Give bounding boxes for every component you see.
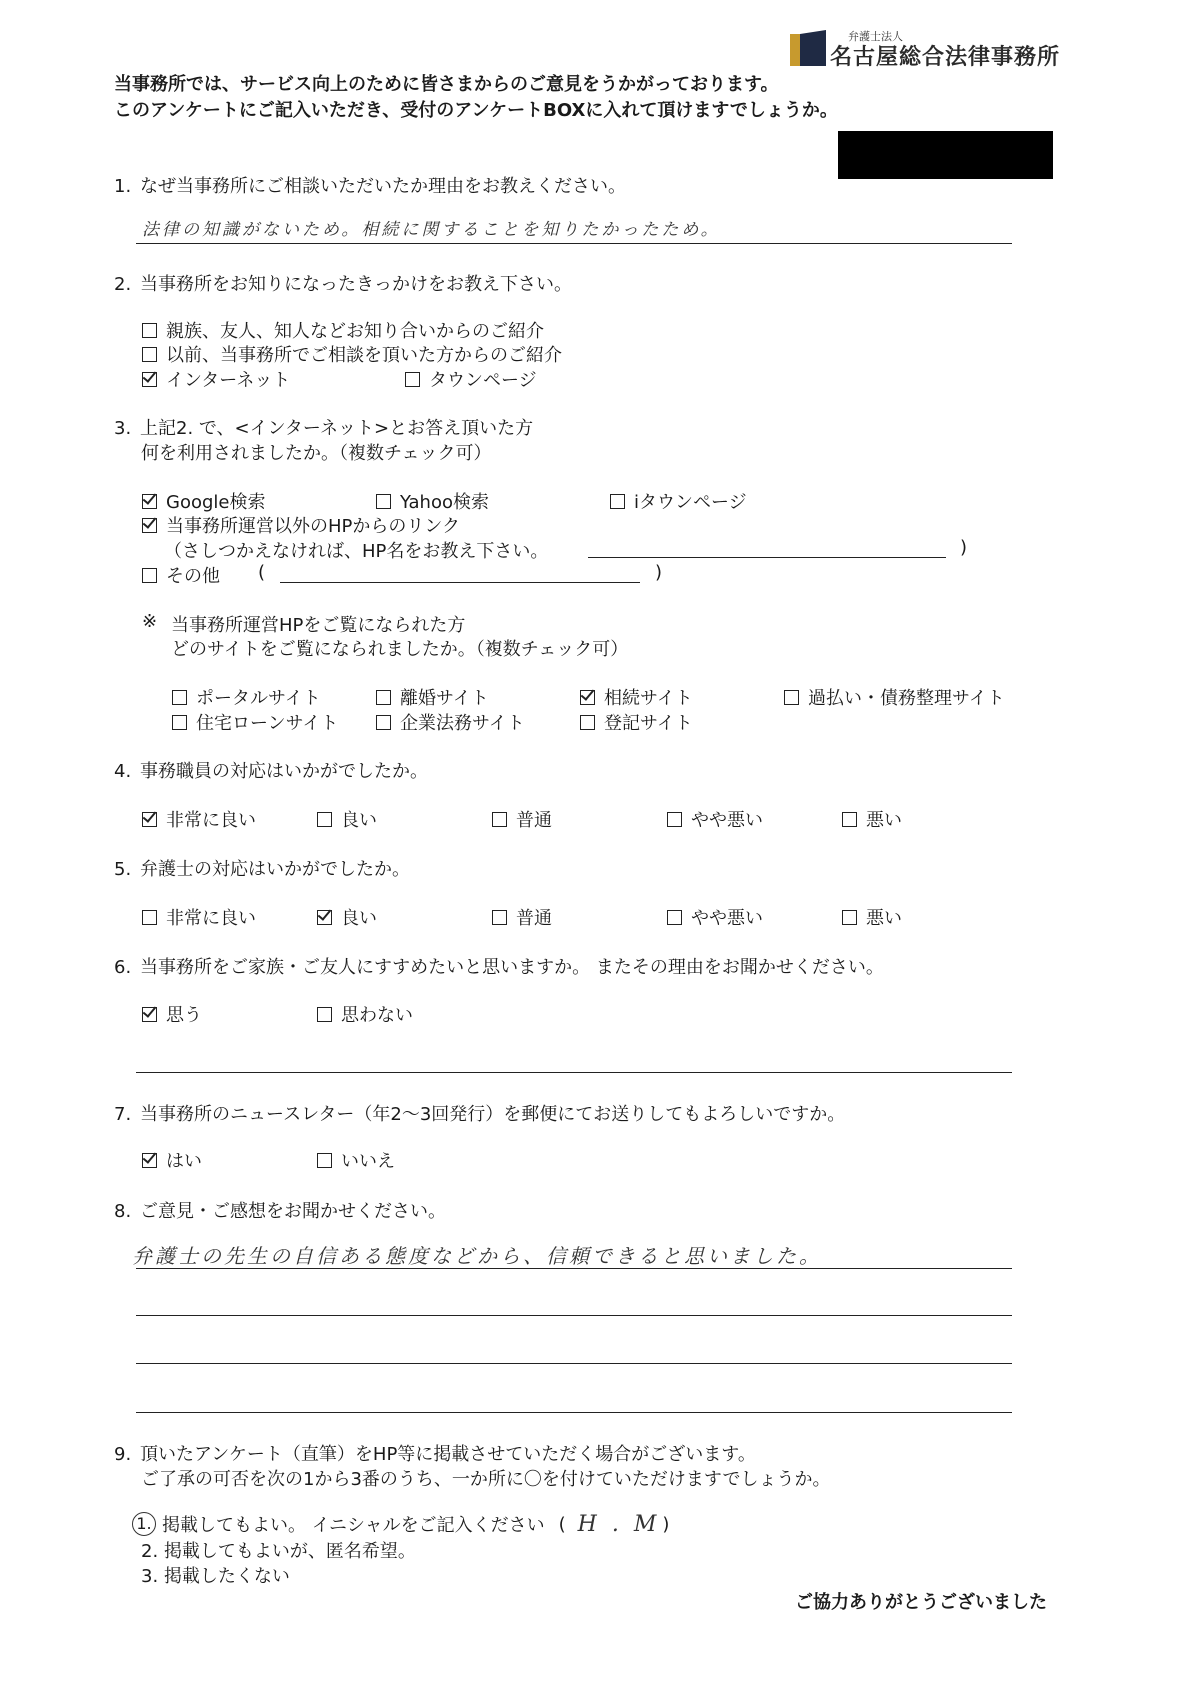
- paren-close: ): [662, 1513, 670, 1535]
- checkbox[interactable]: [172, 715, 187, 730]
- checkbox[interactable]: [667, 910, 682, 925]
- checkbox[interactable]: [492, 910, 507, 925]
- q4-option-very-good[interactable]: 非常に良い: [142, 806, 256, 832]
- checkbox[interactable]: [142, 910, 157, 925]
- q3-option-other[interactable]: その他: [142, 562, 220, 588]
- q3-note-line-1: 当事務所運営HPをご覧になられた方: [171, 615, 466, 636]
- question-8-answer: 弁護士の先生の自信ある態度などから、信頼できると思いました。: [132, 1244, 822, 1268]
- question-3: 3. 上記2. で、<インターネット>とお答え頂いた方: [114, 418, 534, 439]
- question-8: 8. ご意見・ご感想をお聞かせください。: [114, 1201, 446, 1222]
- checkbox-checked[interactable]: [317, 910, 332, 925]
- checkbox[interactable]: [376, 690, 391, 705]
- q3-site-debt[interactable]: 過払い・債務整理サイト: [784, 684, 1005, 710]
- checkbox-checked[interactable]: [142, 372, 157, 387]
- q9-choice-1[interactable]: 1. 掲載してもよい。 イニシャルをご記入ください ( H . M ): [132, 1511, 669, 1537]
- checkbox[interactable]: [317, 1153, 332, 1168]
- checkbox[interactable]: [317, 1007, 332, 1022]
- checkbox[interactable]: [610, 494, 625, 509]
- question-6: 6. 当事務所をご家族・ご友人にすすめたいと思いますか。 またその理由をお聞かせください。: [114, 957, 884, 978]
- initials-answer: H . M: [577, 1511, 661, 1537]
- circled-choice-1: 1.: [132, 1512, 156, 1536]
- answer-line[interactable]: [136, 1363, 1012, 1364]
- question-4-text: 事務職員の対応はいかがでしたか。: [140, 761, 428, 782]
- q2-option-previous-client[interactable]: 以前、当事務所でご相談を頂いた方からのご紹介: [142, 341, 562, 367]
- q7-option-no[interactable]: いいえ: [317, 1147, 395, 1173]
- q4-option-bad[interactable]: 悪い: [842, 806, 902, 832]
- checkbox[interactable]: [142, 568, 157, 583]
- question-1: 1. なぜ当事務所にご相談いただいたか理由をお教えください。: [114, 176, 626, 197]
- q5-option-good[interactable]: 良い: [317, 904, 377, 930]
- answer-line: [136, 243, 1012, 244]
- checkbox[interactable]: [784, 690, 799, 705]
- q3-site-portal[interactable]: ポータルサイト: [172, 684, 321, 710]
- question-7-text: 当事務所のニュースレター（年2～3回発行）を郵便にてお送りしてもよろしいですか。: [140, 1104, 846, 1125]
- checkbox[interactable]: [667, 812, 682, 827]
- question-1-answer: 法律の知識がないため。相続に関することを知りたかったため。: [142, 220, 721, 240]
- q5-option-bad[interactable]: 悪い: [842, 904, 902, 930]
- question-2-text: 当事務所をお知りになったきっかけをお教え下さい。: [140, 274, 572, 295]
- q6-option-yes[interactable]: 思う: [142, 1001, 202, 1027]
- question-9-text: 頂いたアンケート（直筆）をHP等に掲載させていただく場合がございます。: [140, 1444, 756, 1465]
- q2-option-townpage[interactable]: タウンページ: [405, 366, 537, 392]
- q3-option-external-link[interactable]: 当事務所運営以外のHPからのリンク: [142, 512, 460, 538]
- answer-line: [136, 1268, 1012, 1269]
- q3-option-yahoo[interactable]: Yahoo検索: [376, 488, 489, 514]
- checkbox[interactable]: [172, 690, 187, 705]
- question-4: 4. 事務職員の対応はいかがでしたか。: [114, 761, 428, 782]
- logo-subtitle: 弁護士法人: [848, 30, 903, 43]
- q3-option-google[interactable]: Google検索: [142, 488, 265, 514]
- q3-site-inheritance[interactable]: 相続サイト: [580, 684, 693, 710]
- checkbox[interactable]: [842, 910, 857, 925]
- question-2: 2. 当事務所をお知りになったきっかけをお教え下さい。: [114, 274, 572, 295]
- question-1-text: なぜ当事務所にご相談いただいたか理由をお教えください。: [140, 176, 626, 197]
- logo-firm-name: 名古屋総合法律事務所: [830, 44, 1061, 70]
- q3-site-corporate[interactable]: 企業法務サイト: [376, 709, 525, 735]
- firm-logo: [790, 24, 1080, 70]
- q3-site-registration[interactable]: 登記サイト: [580, 709, 693, 735]
- thank-you-text: ご協力ありがとうございました: [795, 1592, 1047, 1613]
- q6-option-no[interactable]: 思わない: [317, 1001, 413, 1027]
- question-8-text: ご意見・ご感想をお聞かせください。: [140, 1201, 446, 1222]
- q7-option-yes[interactable]: はい: [142, 1147, 202, 1173]
- q4-option-good[interactable]: 良い: [317, 806, 377, 832]
- question-9: 9. 頂いたアンケート（直筆）をHP等に掲載させていただく場合がございます。: [114, 1444, 756, 1465]
- q9-choice-2[interactable]: 2. 掲載してもよいが、匿名希望。: [141, 1541, 416, 1562]
- q4-option-average[interactable]: 普通: [492, 806, 552, 832]
- question-9-text-2: ご了承の可否を次の1から3番のうち、一か所に〇を付けていただけますでしょうか。: [141, 1469, 831, 1490]
- closing-paren: ): [960, 537, 968, 558]
- question-6-text: 当事務所をご家族・ご友人にすすめたいと思いますか。 またその理由をお聞かせください。: [140, 957, 884, 978]
- q2-option-relatives[interactable]: 親族、友人、知人などお知り合いからのご紹介: [142, 317, 544, 343]
- answer-line[interactable]: [136, 1072, 1012, 1073]
- checkbox[interactable]: [142, 347, 157, 362]
- q5-option-average[interactable]: 普通: [492, 904, 552, 930]
- answer-line[interactable]: [136, 1315, 1012, 1316]
- answer-line[interactable]: [136, 1412, 1012, 1413]
- intro-line-2: このアンケートにご記入いただき、受付のアンケートBOXに入れて頂けますでしょうか。: [114, 100, 838, 121]
- q3-hp-name-prompt: （さしつかえなければ、HP名をお教え下さい。: [164, 541, 549, 562]
- checkbox[interactable]: [492, 812, 507, 827]
- question-7: 7. 当事務所のニュースレター（年2～3回発行）を郵便にてお送りしてもよろしいですか。: [114, 1104, 846, 1125]
- intro-line-1: 当事務所では、サービス向上のために皆さまからのご意見をうかがっております。: [114, 74, 779, 95]
- redaction-block: [838, 131, 1053, 179]
- q3-site-divorce[interactable]: 離婚サイト: [376, 684, 489, 710]
- checkbox-checked[interactable]: [142, 812, 157, 827]
- checkbox[interactable]: [405, 372, 420, 387]
- checkbox[interactable]: [142, 323, 157, 338]
- checkbox-checked[interactable]: [142, 518, 157, 533]
- paren-open: (: [558, 1513, 566, 1535]
- question-3-text: 上記2. で、<インターネット>とお答え頂いた方: [140, 418, 534, 439]
- q3-note-line-2: どのサイトをご覧になられましたか。（複数チェック可）: [171, 639, 629, 660]
- q2-option-internet[interactable]: インターネット: [142, 366, 290, 392]
- logo-mark-icon: [790, 30, 826, 66]
- opening-paren: (: [258, 562, 266, 583]
- q3-site-mortgage[interactable]: 住宅ローンサイト: [172, 709, 338, 735]
- hp-name-input-line[interactable]: [588, 557, 946, 558]
- checkbox[interactable]: [376, 494, 391, 509]
- q9-choice-3[interactable]: 3. 掲載したくない: [141, 1566, 290, 1587]
- question-5-text: 弁護士の対応はいかがでしたか。: [140, 859, 410, 880]
- checkbox-checked[interactable]: [142, 1153, 157, 1168]
- q4-option-somewhat-bad[interactable]: やや悪い: [667, 806, 763, 832]
- closing-paren: ): [655, 562, 663, 583]
- other-input-line[interactable]: [280, 582, 640, 583]
- question-3-text-2: 何を利用されましたか。（複数チェック可）: [141, 443, 492, 464]
- note-mark: ※: [142, 611, 158, 632]
- checkbox[interactable]: [376, 715, 391, 730]
- q5-option-somewhat-bad[interactable]: やや悪い: [667, 904, 763, 930]
- checkbox-checked[interactable]: [580, 690, 595, 705]
- checkbox[interactable]: [580, 715, 595, 730]
- checkbox-checked[interactable]: [142, 1007, 157, 1022]
- checkbox-checked[interactable]: [142, 494, 157, 509]
- q3-option-itownpage[interactable]: iタウンページ: [610, 488, 747, 514]
- checkbox[interactable]: [317, 812, 332, 827]
- question-5: 5. 弁護士の対応はいかがでしたか。: [114, 859, 410, 880]
- q5-option-very-good[interactable]: 非常に良い: [142, 904, 256, 930]
- checkbox[interactable]: [842, 812, 857, 827]
